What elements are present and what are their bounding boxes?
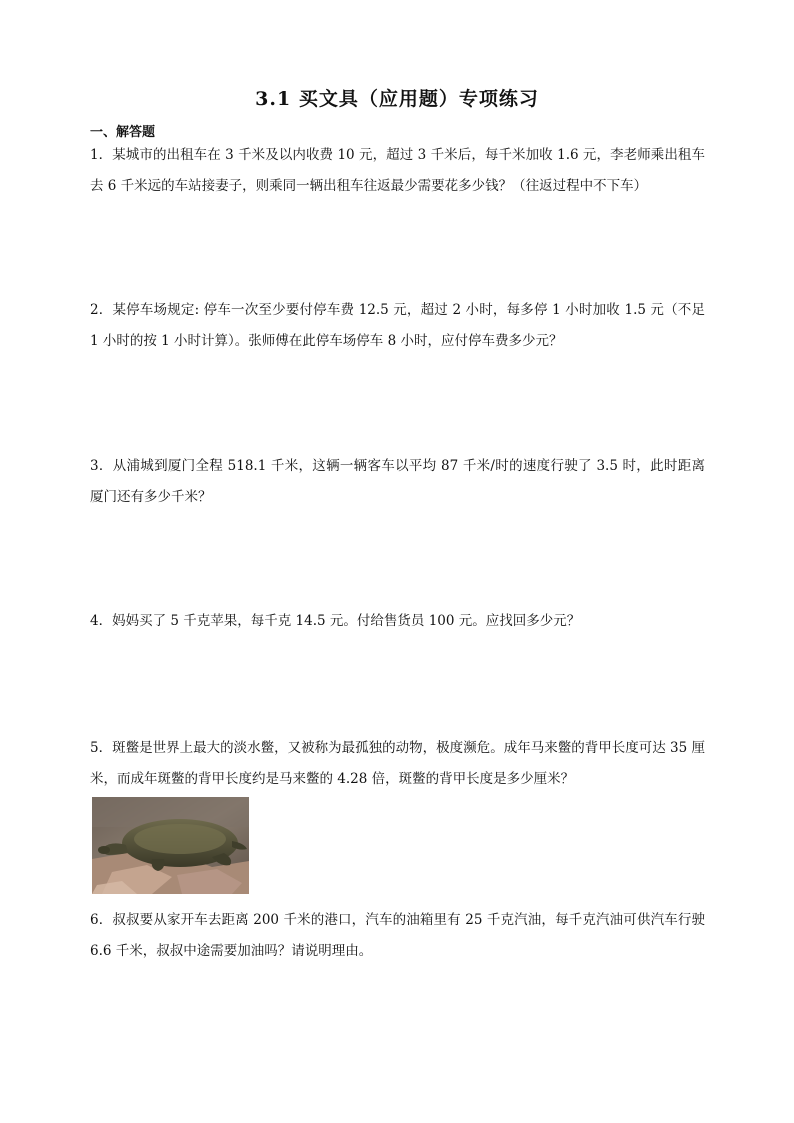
question-text: 从浦城到厦门全程 518.1 千米，这辆一辆客车以平均 87 千米/时的速度行驶了 3.5 时，此时距离厦门还有多少千米？ [90, 458, 705, 505]
question-2 [90, 295, 705, 357]
section-heading: 一、解答题 [90, 125, 156, 140]
question-number: 2． [90, 302, 113, 318]
question-number: 1． [90, 147, 113, 163]
question-text: 某城市的出租车在 3 千米及以内收费 10 元，超过 3 千米后，每千米加收 1.6 元，李老师乘出租车去 6 千米远的车站接妻子，则乘同一辆出租车往返最少需要花多少钱？（往返过程中不下车） [90, 147, 705, 194]
question-5 [90, 733, 705, 795]
question-number: 5． [90, 740, 113, 756]
question-text: 斑鳖是世界上最大的淡水鳖，又被称为最孤独的动物，极度濒危。成年马来鳖的背甲长度可达 35 厘米，而成年斑鳖的背甲长度约是马来鳖的 4.28 倍，斑鳖的背甲长度是多少厘米？ [90, 740, 706, 787]
question-1 [90, 140, 705, 202]
question-4 [90, 606, 705, 637]
question-number: 3． [90, 458, 113, 474]
question-number: 4． [90, 613, 113, 629]
page-title: 3.1 买文具（应用题）专项练习 [255, 88, 539, 110]
question-6 [90, 905, 705, 967]
question-text: 妈妈买了 5 千克苹果，每千克 14.5 元。付给售货员 100 元。应找回多少元？ [112, 613, 581, 629]
question-number: 6． [90, 912, 113, 928]
question-3 [90, 451, 705, 513]
question-text: 叔叔要从家开车去距离 200 千米的港口，汽车的油箱里有 25 千克汽油，每千克汽油可供汽车行驶 6.6 千米，叔叔中途需要加油吗？请说明理由。 [90, 912, 706, 959]
question-text: 某停车场规定: 停车一次至少要付停车费 12.5 元，超过 2 小时，每多停 1 小时加收 1.5 元（不足 1 小时的按 1 小时计算）。张师傅在此停车场停车 8 小时，应付停车费多少元？ [90, 302, 705, 349]
softshell-turtle-photo [92, 797, 249, 894]
